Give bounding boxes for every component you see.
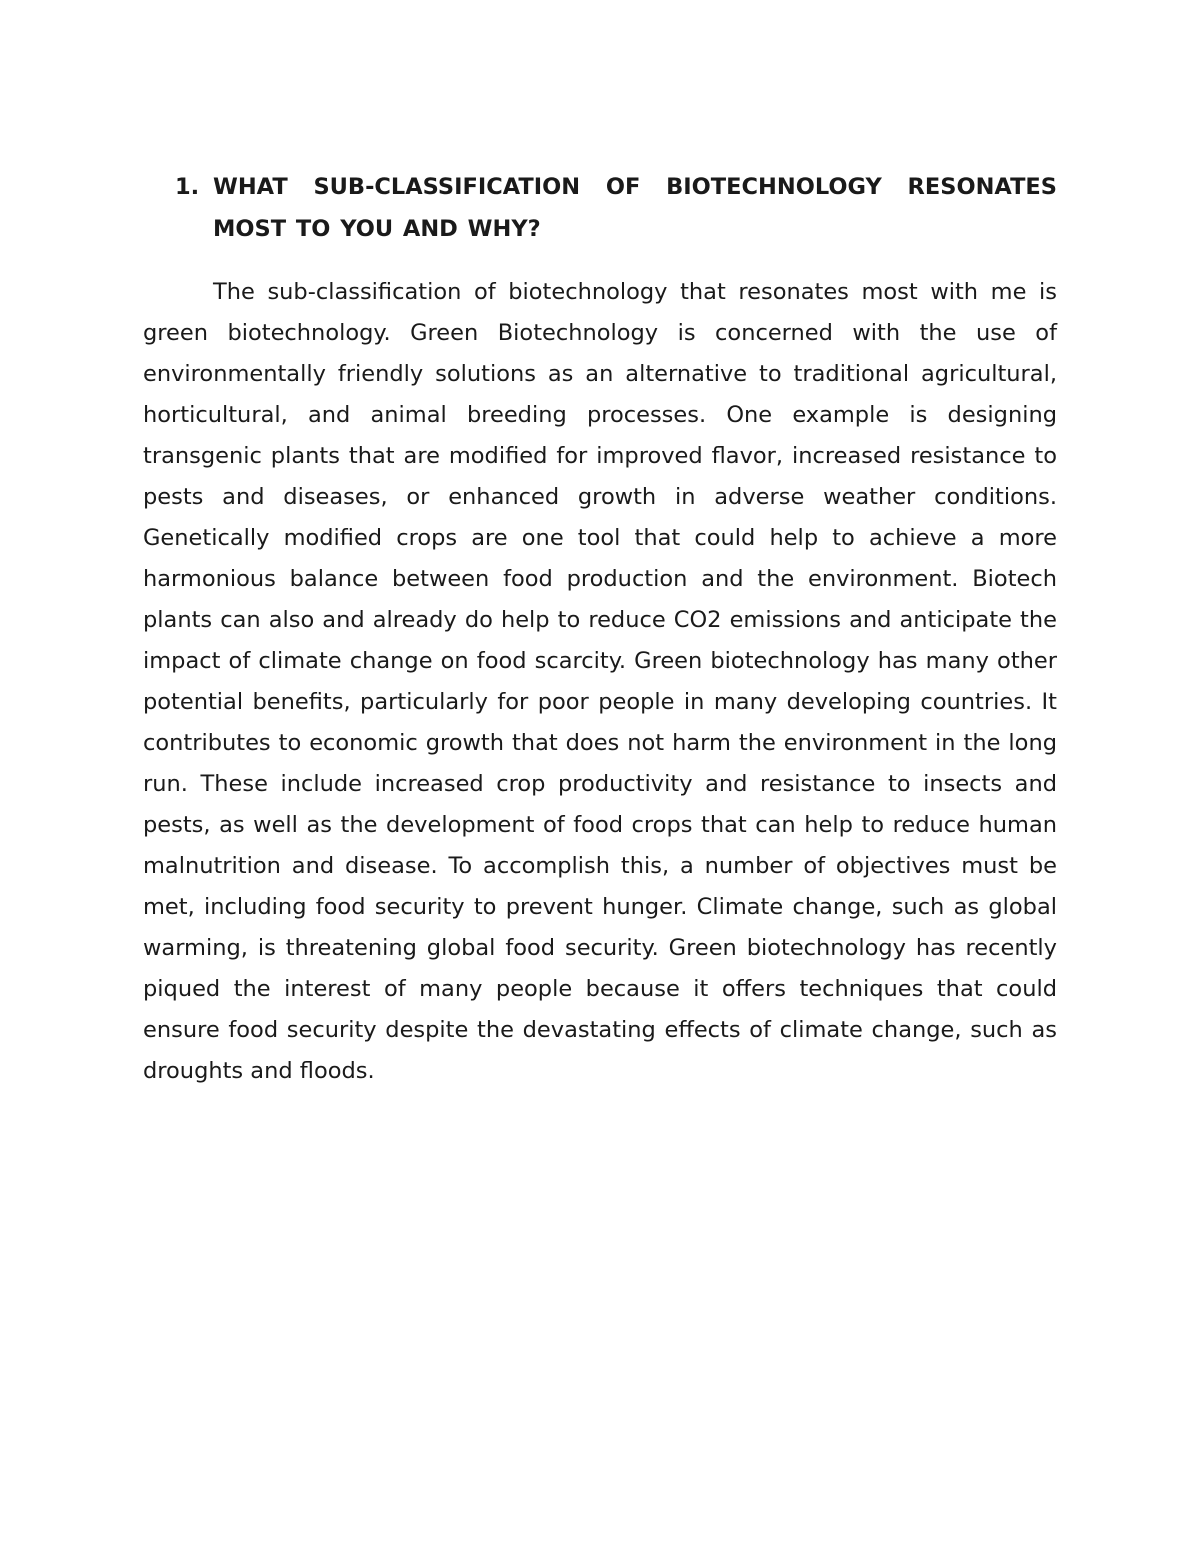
answer-paragraph: The sub-classification of biotechnology that resonates most with me is green biotechnology. Green Biotechnology is concerned with the use of environmentally friendly solutions as an alternative to traditional agricultural, horticultural, and animal breeding processes. One example is designing transgenic plants that are modified for improved flavor, increased resistance to pests and diseases, or enhanced growth in adverse weather conditions. Genetically modified crops are one tool that could help to achieve a more harmonious balance between food production and the environment. Biotech plants can also and already do help to reduce CO2 emissions and anticipate the impact of climate change on food scarcity. Green biotechnology has many other potential benefits, particularly for poor people in many developing countries. It contributes to economic growth that does not harm the environment in the long run. These include increased crop productivity and resistance to insects and pests, as well as the development of food crops that can help to reduce human malnutrition and disease. To accomplish this, a number of objectives must be met, including food security to prevent hunger. Climate change, such as global warming, is threatening global food security. Green biotechnology has recently piqued the interest of many people because it offers techniques that could ensure food security despite the devastating effects of climate change, such as droughts and floods. (143, 279, 1057, 1084)
question-number: 1. (175, 174, 200, 200)
question-text: WHAT SUB-CLASSIFICATION OF BIOTECHNOLOGY RESONATES MOST TO YOU AND WHY? (213, 174, 1057, 242)
question-heading (175, 166, 1057, 250)
